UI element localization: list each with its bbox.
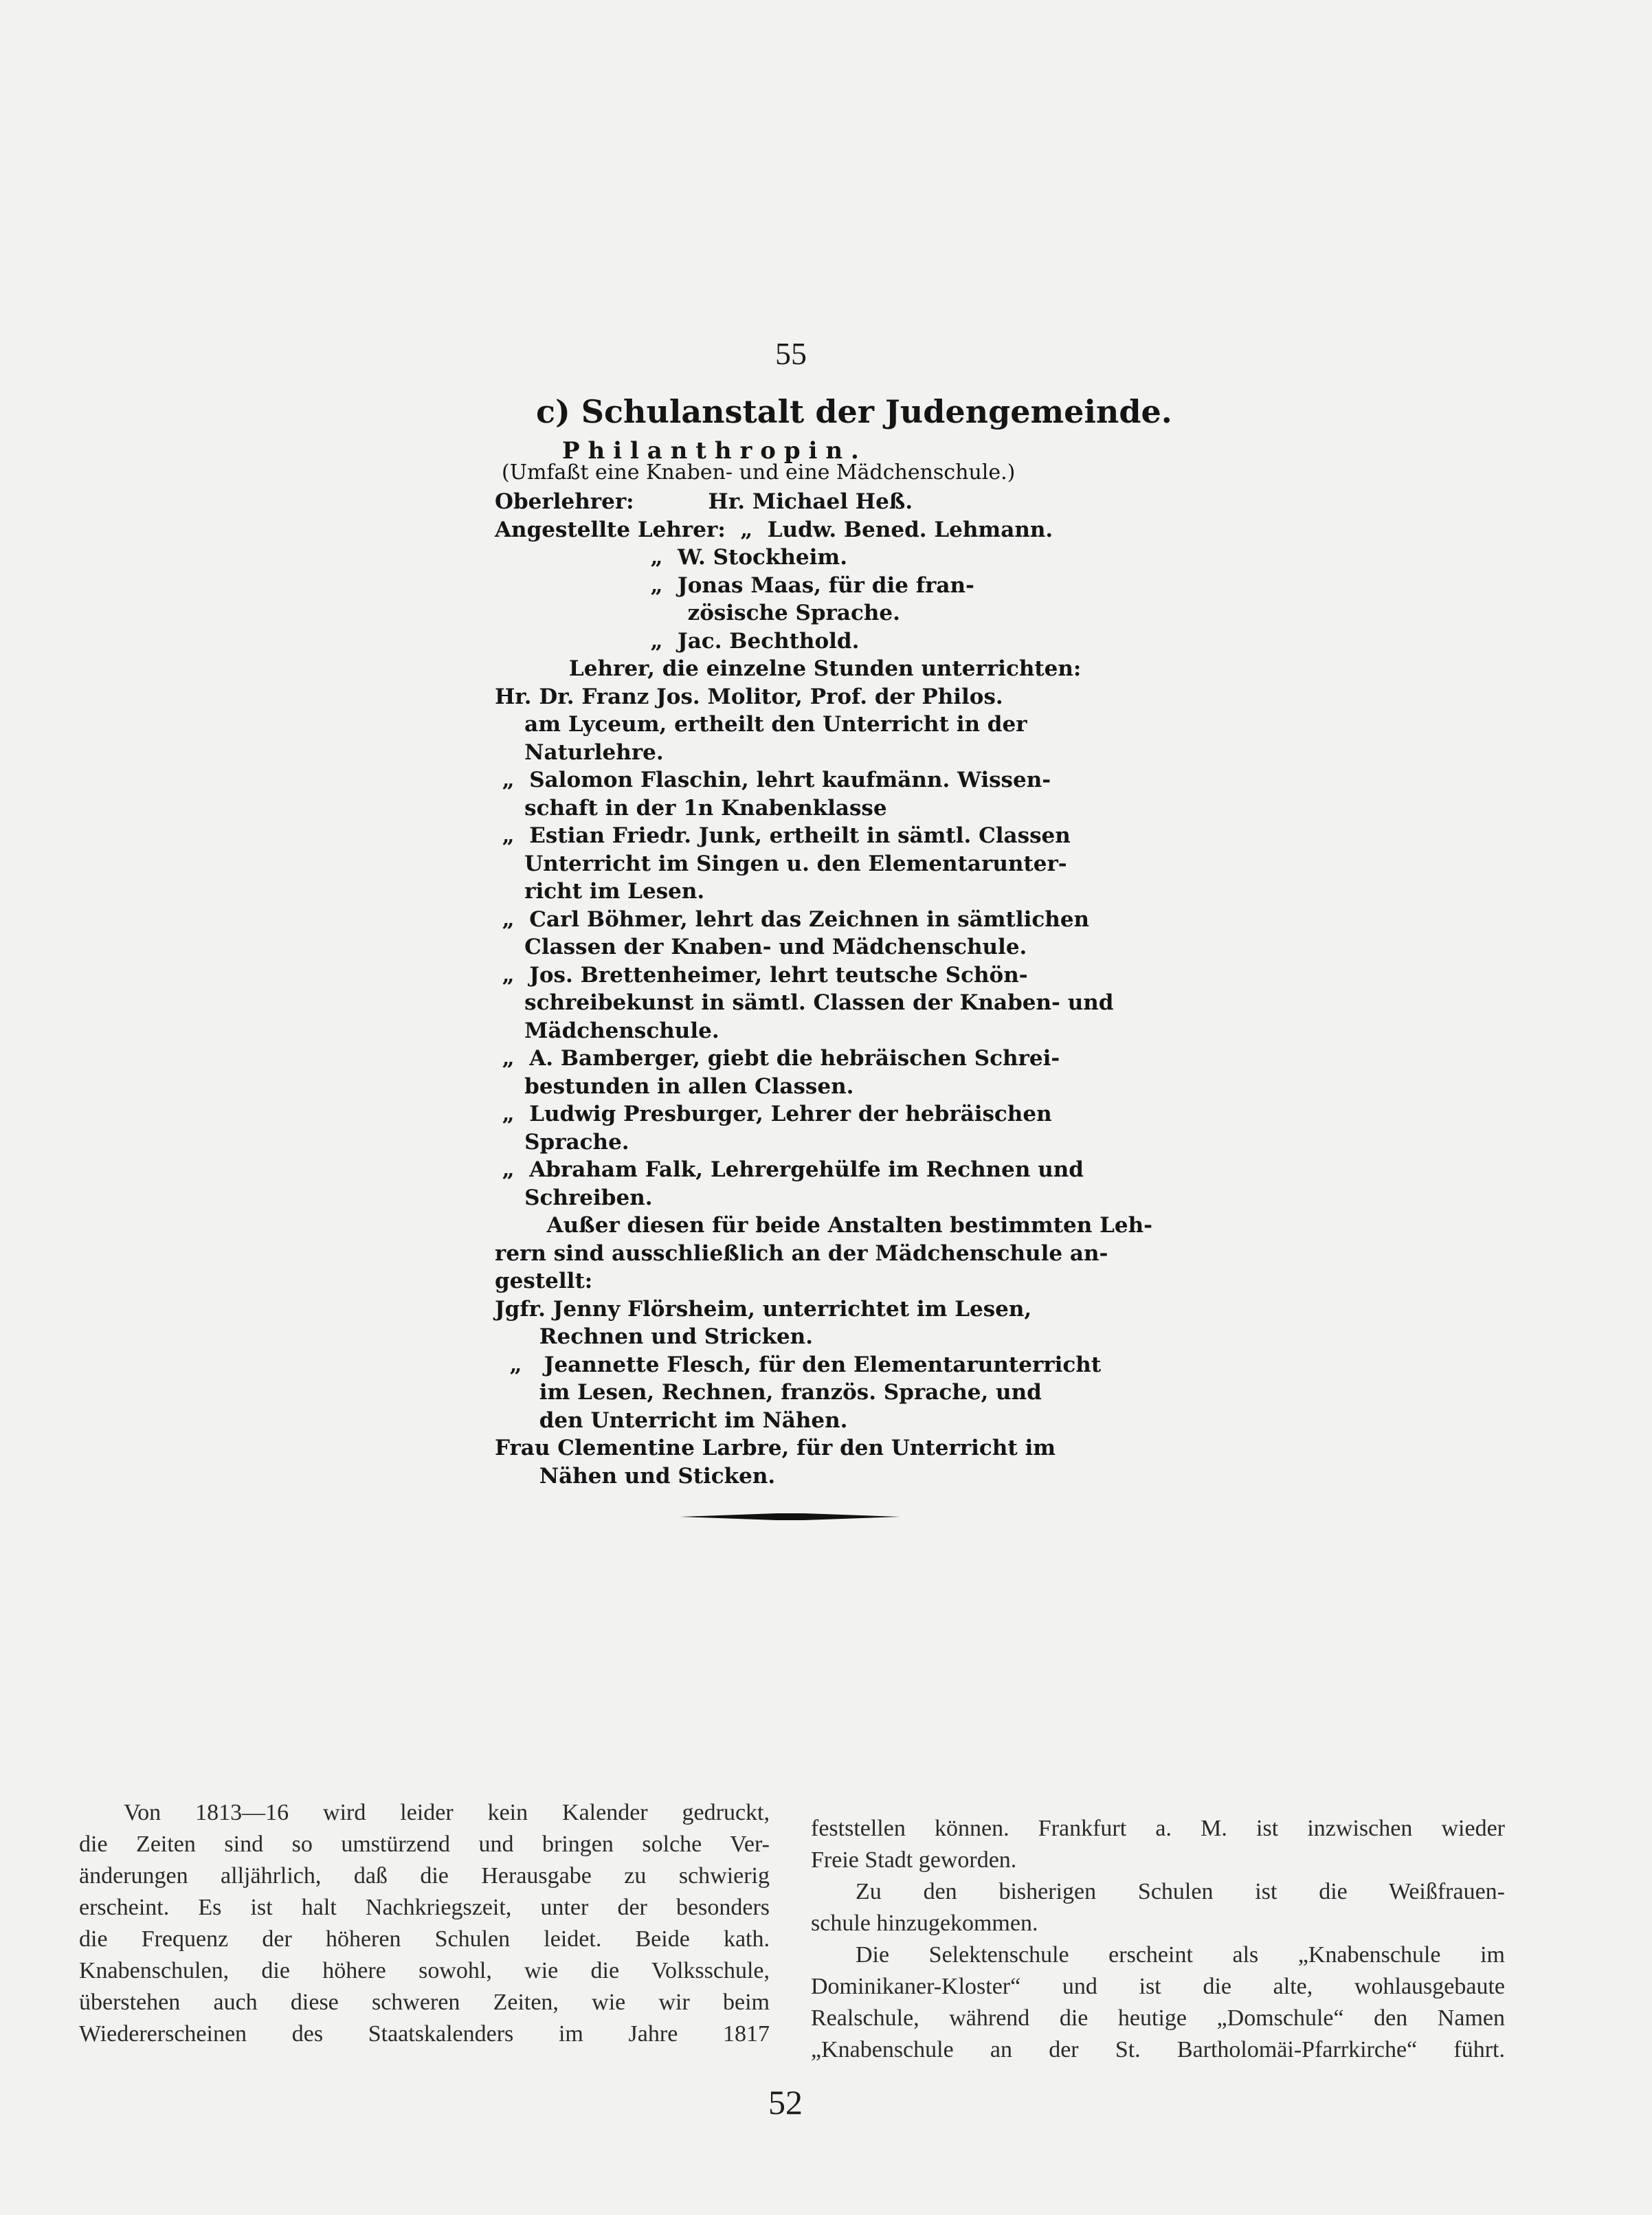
staff-line: „ Salomon Flaschin, lehrt kaufmänn. Wissen- <box>495 768 1051 792</box>
original-page-number: 55 <box>775 336 807 371</box>
staff-line: bestunden in allen Classen. <box>495 1073 854 1099</box>
paragraph-line: Freie Stadt geworden. <box>811 1847 1017 1873</box>
staff-line: Schreiben. <box>495 1185 653 1210</box>
staff-line: im Lesen, Rechnen, französ. Sprache, und <box>495 1380 1042 1405</box>
staff-line: Jgfr. Jenny Flörsheim, unterrichtet im Lesen, <box>495 1296 1032 1322</box>
commentary-left-column <box>79 1797 770 2050</box>
staff-line: richt im Lesen. <box>495 879 705 904</box>
paragraph-line: feststellen können. Frankfurt a. M. ist inzwischen wieder <box>811 1816 1505 1841</box>
paragraph-line: überstehen auch diese schweren Zeiten, wie wir beim <box>79 1990 770 2015</box>
staff-line: „ Ludwig Presburger, Lehrer der hebräischen <box>495 1102 1052 1126</box>
staff-line: den Unterricht im Nähen. <box>495 1407 848 1433</box>
staff-line: Sprache. <box>495 1129 629 1155</box>
paragraph-line: Dominikaner-Kloster“ und ist die alte, wohlausgebaute <box>811 1974 1505 1999</box>
staff-line: gestellt: <box>495 1269 593 1293</box>
paragraph-line: die Zeiten sind so umstürzend und bringen solche Ver- <box>79 1832 770 1857</box>
staff-line: Oberlehrer: Hr. Michael Heß. <box>495 489 913 514</box>
staff-line: zösische Sprache. <box>495 601 900 625</box>
institution-note: (Umfaßt eine Knaben- und eine Mädchenschule.) <box>502 460 1016 485</box>
staff-line: Mädchenschule. <box>495 1018 719 1043</box>
staff-line: „ W. Stockheim. <box>495 545 847 570</box>
paragraph-line: schule hinzugekommen. <box>811 1911 1038 1936</box>
paragraph-line: Realschule, während die heutige „Domschule“ den Namen <box>811 2005 1505 2031</box>
staff-line: Naturlehre. <box>495 739 664 765</box>
staff-line: Hr. Dr. Franz Jos. Molitor, Prof. der Philos. <box>495 684 1003 709</box>
ornamental-rule <box>680 1512 900 1522</box>
staff-line: schreibekunst in sämtl. Classen der Knaben- und <box>495 990 1114 1015</box>
paragraph-line: Die Selektenschule erscheint als „Knabenschule im <box>856 1942 1505 1968</box>
paragraph-line: Wiedererscheinen des Staatskalenders im Jahre 1817 <box>79 2021 770 2047</box>
paragraph-line: Von 1813—16 wird leider kein Kalender gedruckt, <box>124 1800 770 1825</box>
paragraph-line: Zu den bisherigen Schulen ist die Weißfrauen- <box>856 1879 1505 1904</box>
staff-line: schaft in der 1n Knabenklasse <box>495 795 887 821</box>
paragraph-line: die Frequenz der höheren Schulen leidet. Beide kath. <box>79 1926 770 1952</box>
staff-line: Außer diesen für beide Anstalten bestimmten Leh- <box>495 1213 1153 1238</box>
staff-line: Angestellte Lehrer: „ Ludw. Bened. Lehmann. <box>495 517 1053 542</box>
staff-line: „ Estian Friedr. Junk, ertheilt in sämtl. Classen <box>495 823 1071 848</box>
staff-line: „ Jos. Brettenheimer, lehrt teutsche Schön- <box>495 962 1028 988</box>
staff-line: Unterricht im Singen u. den Elementarunter- <box>495 851 1067 876</box>
staff-line: „ A. Bamberger, giebt die hebräischen Schrei- <box>495 1046 1060 1071</box>
staff-line: „ Jac. Bechthold. <box>495 628 860 654</box>
staff-line: Classen der Knaben- und Mädchenschule. <box>495 935 1027 959</box>
institution-name: Philanthropin. <box>562 437 867 465</box>
staff-line: „ Jeannette Flesch, für den Elementarunterricht <box>495 1352 1102 1377</box>
staff-line: rern sind ausschließlich an der Mädchenschule an- <box>495 1240 1108 1266</box>
section-heading: c) Schulanstalt der Judengemeinde. <box>536 393 1172 430</box>
staff-line: Lehrer, die einzelne Stunden unterrichten: <box>495 656 1082 681</box>
paragraph-line: änderungen alljährlich, daß die Herausgabe zu schwierig <box>79 1863 770 1889</box>
staff-line: am Lyceum, ertheilt den Unterricht in der <box>495 712 1027 737</box>
staff-line: Frau Clementine Larbre, für den Unterricht im <box>495 1436 1056 1460</box>
staff-line: „ Abraham Falk, Lehrergehülfe im Rechnen und <box>495 1157 1084 1182</box>
staff-line: „ Carl Böhmer, lehrt das Zeichnen in sämtlichen <box>495 906 1090 932</box>
staff-line: Nähen und Sticken. <box>495 1463 776 1489</box>
paragraph-line: Knabenschulen, die höhere sowohl, wie die Volksschule, <box>79 1958 770 1983</box>
commentary-right-column <box>811 1813 1505 2066</box>
staff-line: Rechnen und Stricken. <box>495 1324 814 1349</box>
paragraph-line: „Knabenschule an der St. Bartholomäi-Pfarrkirche“ führt. <box>811 2037 1505 2062</box>
staff-line: „ Jonas Maas, für die fran- <box>495 572 974 598</box>
page-number: 52 <box>768 2083 803 2122</box>
paragraph-line: erscheint. Es ist halt Nachkriegszeit, unter der besonders <box>79 1895 770 1920</box>
